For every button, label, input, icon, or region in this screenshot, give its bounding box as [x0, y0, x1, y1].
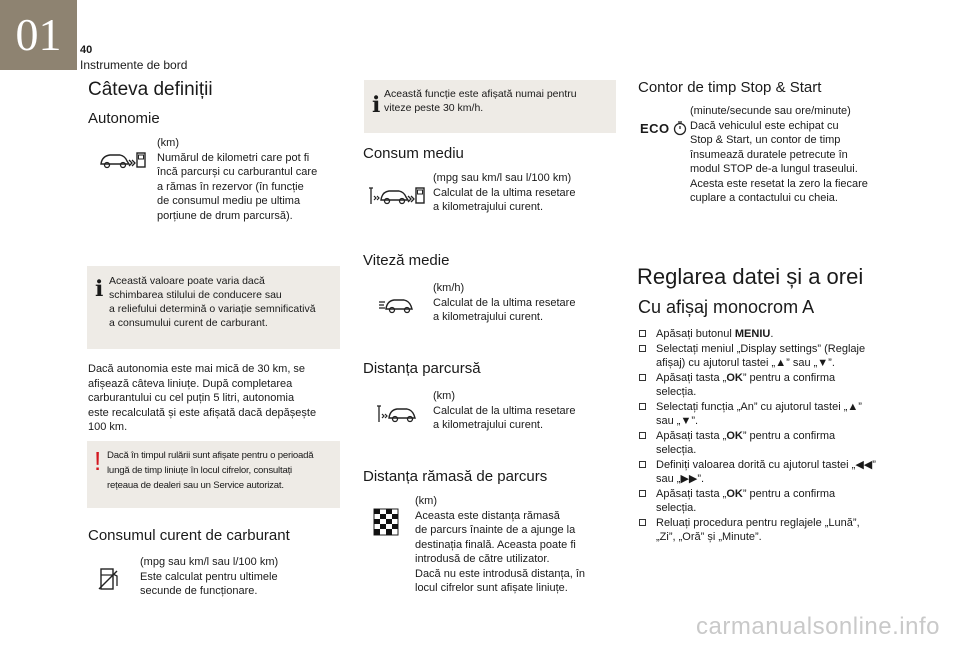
- section-title: Instrumente de bord: [80, 58, 188, 72]
- checkbox-icon: [639, 403, 646, 410]
- watermark: carmanualsonline.info: [696, 613, 940, 640]
- warning-icon: !: [94, 446, 102, 476]
- stop-start-text: (minute/secunde sau ore/minute) Dacă vehiculul este echipat cu Stop & Start, un contor de timp însumează duratele petrecute în modul STOP de-a lungul traseului. Acesta este resetat la zero la fiecare cuplare a contactului cu cheia.: [690, 105, 868, 204]
- step-line: Apăsați tasta „OK” pentru a confirma: [638, 371, 898, 386]
- step-line: afișaj) cu ajutorul tastei „▲” sau „▼”.: [656, 357, 835, 369]
- step-line: Apăsați tasta „OK” pentru a confirma: [638, 429, 898, 444]
- info-note-speed: ℹ Această funcție este afișată numai pentru viteze peste 30 km/h.: [364, 80, 616, 133]
- reglare-subtitle: Cu afișaj monocrom A: [638, 297, 815, 317]
- step-line: Definiți valoarea dorită cu ajutorul tastei „◀◀”: [638, 458, 898, 473]
- info-note-autonomie: ℹ Această valoare poate varia dacă schimbarea stilului de conducere sau a reliefului determină o variație semnificativă a consumului curent de carburant.: [87, 266, 340, 349]
- step-line: Apăsați tasta „OK” pentru a confirma: [638, 487, 898, 502]
- step-line: Selectați meniul „Display settings” (Reglaje: [638, 342, 898, 357]
- checkbox-icon: [639, 432, 646, 439]
- info-icon: ℹ: [372, 92, 381, 117]
- step-line: „Zi”, „Oră” și „Minute”.: [656, 531, 762, 543]
- warning-note: ! Dacă în timpul rulării sunt afișate pentru o perioadă lungă de timp liniuțe în locul cifrelor, consultați rețeaua de dealeri sau un Service autorizat.: [87, 441, 340, 508]
- distanta-ramasa-text: (km) Aceasta este distanța rămasă de parcurs înainte de a ajunge la destinația finală. Aceasta poate fi introdusă de către utilizator. Dacă nu este introdusă distanța, în locul cifrelor sunt afișate liniuțe.: [415, 495, 585, 594]
- viteza-medie-heading: Viteză medie: [363, 252, 450, 269]
- reglare-title: Reglarea datei și a orei: [637, 264, 864, 289]
- consum-mediu-heading: Consum mediu: [363, 145, 464, 162]
- consum-curent-text: (mpg sau km/l sau l/100 km) Este calculat pentru ultimele secunde de funcționare.: [140, 556, 279, 597]
- autonomy-car-fuel-icon: [98, 148, 148, 172]
- average-speed-icon: [378, 294, 414, 316]
- autonomie-heading: Autonomie: [88, 110, 160, 127]
- distanta-parcursa-heading: Distanța parcursă: [363, 360, 481, 377]
- step-line: Apăsați butonul MENIU.: [638, 327, 898, 342]
- checkbox-icon: [639, 490, 646, 497]
- distanta-parcursa-text: (km) Calculat de la ultima resetare a kilometrajului curent.: [433, 390, 576, 431]
- eco-timer-icon: [640, 120, 688, 136]
- reglare-steps: [638, 327, 898, 545]
- page-number: 40: [80, 44, 93, 56]
- step-line: Reluați procedura pentru reglajele „Lună”,: [638, 516, 898, 531]
- viteza-medie-text: (km/h) Calculat de la ultima resetare a kilometrajului curent.: [433, 282, 576, 323]
- distanta-ramasa-heading: Distanța rămasă de parcurs: [363, 468, 548, 485]
- autonomie-dashes-paragraph: Dacă autonomia este mai mică de 30 km, se afișează câteva liniuțe. După completarea carburantului cu cel puțin 5 litri, autonomia este recalculată și este afișată dacă depășește 100 km.: [88, 363, 317, 433]
- average-consumption-icon: [368, 184, 428, 208]
- checkbox-icon: [639, 519, 646, 526]
- info-icon: ℹ: [95, 276, 104, 301]
- checkered-flag-icon: [372, 507, 400, 537]
- consum-mediu-text: (mpg sau km/l sau l/100 km) Calculat de la ultima resetare a kilometrajului curent.: [433, 172, 576, 213]
- stop-start-heading: Contor de timp Stop & Start: [638, 79, 822, 96]
- step-line: sau „▶▶”.: [656, 473, 705, 485]
- checkbox-icon: [639, 345, 646, 352]
- step-line: sau „▼”.: [656, 415, 699, 427]
- step-line: Selectați funcția „An” cu ajutorul tastei „▲”: [638, 400, 898, 415]
- step-line: selecția.: [656, 502, 697, 514]
- consum-curent-heading: Consumul curent de carburant: [88, 527, 290, 544]
- checkbox-icon: [639, 461, 646, 468]
- definitions-title: Câteva definiții: [88, 79, 213, 100]
- eco-label: ECO: [640, 120, 670, 136]
- distance-travelled-icon: [376, 402, 416, 426]
- step-line: selecția.: [656, 444, 697, 456]
- autonomie-text: (km) Numărul de kilometri care pot fi încă parcurși cu carburantul care a rămas în rezervor (în funcție de consumul mediu pe ultima porțiune de drum parcursă).: [157, 137, 318, 222]
- checkbox-icon: [639, 330, 646, 337]
- timer-icon: [672, 120, 688, 136]
- chapter-badge: 01: [0, 0, 77, 70]
- checkbox-icon: [639, 374, 646, 381]
- current-consumption-icon: [98, 566, 120, 592]
- step-line: selecția.: [656, 386, 697, 398]
